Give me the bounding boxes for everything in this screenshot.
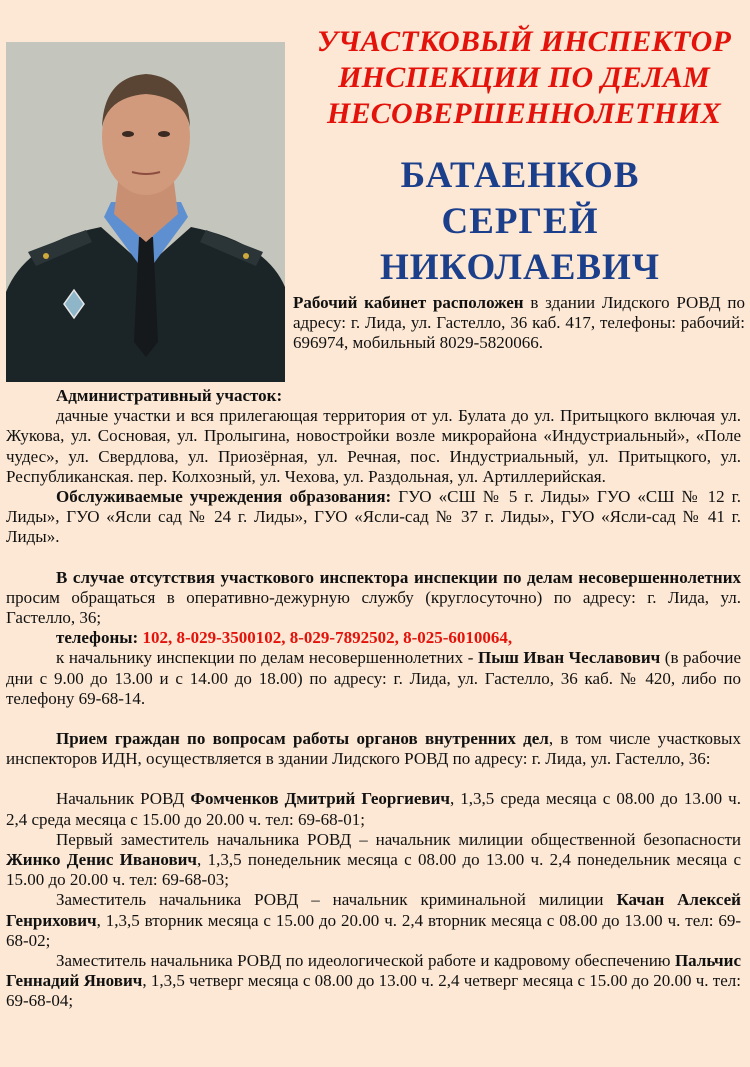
phones-line bbox=[6, 628, 741, 648]
chief-name: Пыш Иван Чеславович bbox=[477, 648, 661, 668]
office-label: Рабочий кабинет расположен bbox=[293, 293, 524, 312]
reception-text: , в том числе участковых инспекторов ИДН, осуществляется в здании Лидского РОВД по адресу: г. Лида, ул. Гастелло, 36: bbox=[6, 729, 741, 769]
page-title bbox=[298, 24, 750, 132]
name-line: НИКОЛАЕВИЧ bbox=[380, 247, 660, 288]
absence-paragraph bbox=[6, 568, 741, 629]
schools-text: ГУО «СШ № 5 г. Лиды» ГУО «СШ № 12 г. Лиды», ГУО «Ясли сад № 24 г. Лиды», ГУО «Ясли-сад № 37 г. Лиды», ГУО «Ясли-сад № 41 г. Лиды». bbox=[6, 487, 741, 547]
district-label: Административный участок: bbox=[56, 386, 283, 405]
official-entry bbox=[6, 951, 741, 1012]
name-line: СЕРГЕЙ bbox=[441, 201, 599, 242]
reception-paragraph bbox=[6, 729, 741, 769]
office-text: в здании Лидского РОВД по адресу: г. Лида, ул. Гастелло, 36 каб. 417, телефоны: рабочий: 696974, мобильный 8029-5820066. bbox=[293, 293, 745, 352]
absence-label: В случае отсутствия участкового инспектора инспекции по делам несовершеннолетних bbox=[56, 567, 741, 587]
office-info bbox=[293, 293, 745, 353]
main-content bbox=[6, 386, 741, 1012]
title-line: ИНСПЕКЦИИ ПО ДЕЛАМ bbox=[338, 61, 710, 94]
name-line: БАТАЕНКОВ bbox=[400, 155, 640, 196]
official-entry bbox=[6, 789, 741, 829]
chief-pre: к начальнику инспекции по делам несовершеннолетних - bbox=[56, 648, 478, 668]
official-post: , 1,3,5 среда месяца с 08.00 до 13.00 ч. 2,4 среда месяца с 15.00 до 20.00 ч. тел: 69-68-01; bbox=[6, 789, 741, 829]
official-pre: Первый заместитель начальника РОВД – начальник милиции общественной безопасности bbox=[56, 829, 741, 849]
district-heading bbox=[6, 386, 741, 406]
official-post: , 1,3,5 вторник месяца с 15.00 до 20.00 ч. 2,4 вторник месяца с 08.00 до 13.00 ч. тел: 69-68-02; bbox=[6, 910, 741, 950]
chief-paragraph bbox=[6, 648, 741, 709]
official-entry bbox=[6, 890, 741, 951]
official-post: , 1,3,5 четверг месяца с 08.00 до 13.00 ч. 2,4 четверг месяца с 15.00 до 20.00 ч. тел: 69-68-04; bbox=[6, 971, 741, 1011]
schools-label: Обслуживаемые учреждения образования: bbox=[56, 487, 392, 507]
district-text: дачные участки и вся прилегающая территория от ул. Булата до ул. Притыцкого включая ул. Жукова, ул. Сосновая, ул. Пролыгина, новостройки возле микрорайона «Индустриальный», «Поле чудес», ул. Свердлова, ул. Приозёрная, ул. Речная, пос. Индустриальный, ул. Притыцкого, ул. Республиканская. пер. Колхозный, ул. Чехова, ул. Раздольная, ул. Артиллерийская. bbox=[6, 406, 741, 486]
title-line: НЕСОВЕРШЕННОЛЕТНИХ bbox=[327, 97, 721, 130]
phones-value: 102, 8-029-3500102, 8-029-7892502, 8-025-6010064, bbox=[142, 628, 513, 648]
schools-paragraph bbox=[6, 487, 741, 548]
officer-name bbox=[355, 153, 685, 291]
chief-post: (в рабочие дни с 9.00 до 13.00 и с 14.00 до 18.00) по адресу: г. Лида, ул. Гастелло, 36 каб. № 420, либо по телефону 69-68-14. bbox=[6, 648, 741, 708]
official-pre: Начальник РОВД bbox=[56, 789, 191, 809]
phones-label: телефоны: bbox=[56, 628, 143, 648]
official-name: Жинко Денис Иванович bbox=[6, 850, 198, 870]
official-post: , 1,3,5 понедельник месяца с 08.00 до 13.00 ч. 2,4 понедельник месяца с 15.00 до 20.00 ч. тел: 69-68-03; bbox=[6, 850, 741, 890]
reception-label: Прием граждан по вопросам работы органов внутренних дел bbox=[56, 729, 549, 749]
official-pre: Заместитель начальника РОВД – начальник криминальной милиции bbox=[56, 890, 617, 910]
official-entry bbox=[6, 830, 741, 891]
official-name: Фомченков Дмитрий Георгиевич bbox=[190, 789, 450, 809]
title-line: УЧАСТКОВЫЙ ИНСПЕКТОР bbox=[316, 25, 732, 58]
official-name: Качан Алексей Генрихович bbox=[6, 890, 741, 930]
absence-text: просим обращаться в оперативно-дежурную службу (круглосуточно) по адресу: г. Лида, ул. Гастелло, 36; bbox=[6, 587, 741, 628]
official-pre: Заместитель начальника РОВД по идеологической работе и кадровому обеспечению bbox=[56, 951, 675, 971]
officer-photo bbox=[6, 42, 285, 382]
official-name: Пальчис Геннадий Янович bbox=[6, 951, 741, 991]
